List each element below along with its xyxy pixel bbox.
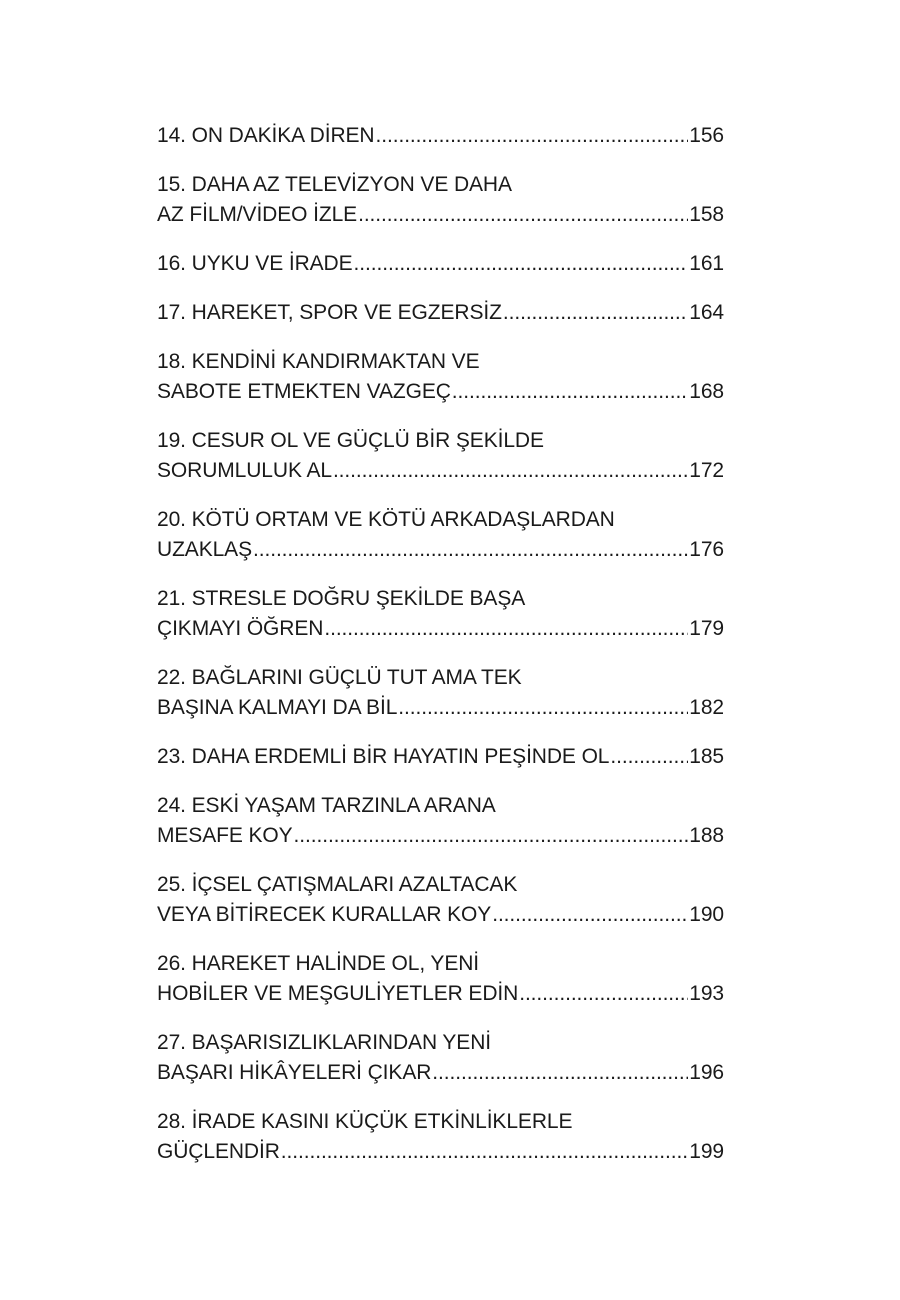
- toc-entry-last-line: [157, 1137, 724, 1167]
- toc-page-number: 164: [689, 301, 724, 324]
- toc-entry-title-continued: AZ FİLM/VİDEO İZLE: [157, 203, 358, 226]
- dot-leader: [281, 1137, 688, 1167]
- toc-page-number: 176: [689, 538, 724, 561]
- toc-entry-last-line: [157, 249, 724, 279]
- toc-entry-21[interactable]: [157, 584, 724, 644]
- toc-entry-15[interactable]: [157, 170, 724, 230]
- toc-entry-last-line: [157, 742, 724, 772]
- toc-entry-title-continued: HOBİLER VE MEŞGULİYETLER EDİN: [157, 982, 519, 1005]
- toc-page-number: 190: [689, 903, 724, 926]
- toc-page-number: 182: [689, 696, 724, 719]
- toc-entry-title-continued: MESAFE KOY: [157, 824, 293, 847]
- toc-entry-19[interactable]: [157, 426, 724, 486]
- toc-entry-17[interactable]: [157, 298, 724, 328]
- toc-entry-last-line: [157, 614, 724, 644]
- toc-entry-title: 14. ON DAKİKA DİREN: [157, 124, 375, 147]
- dot-leader: [432, 1058, 688, 1088]
- toc-entry-title: 24. ESKİ YAŞAM TARZINLA ARANA: [157, 794, 496, 817]
- toc-page-number: 158: [689, 203, 724, 226]
- toc-entry-title: 17. HAREKET, SPOR VE EGZERSİZ: [157, 301, 502, 324]
- dot-leader: [503, 298, 688, 328]
- toc-entry-title-continued: ÇIKMAYI ÖĞREN: [157, 617, 324, 640]
- dot-leader: [324, 614, 688, 644]
- toc-entry-last-line: [157, 377, 724, 407]
- toc-entry-title: 22. BAĞLARINI GÜÇLÜ TUT AMA TEK: [157, 666, 522, 689]
- toc-page-number: 196: [689, 1061, 724, 1084]
- toc-entry-27[interactable]: [157, 1028, 724, 1088]
- dot-leader: [354, 249, 689, 279]
- toc-page-number: 185: [689, 745, 724, 768]
- toc-entry-24[interactable]: [157, 791, 724, 851]
- toc-entry-title-continued: VEYA BİTİRECEK KURALLAR KOY: [157, 903, 492, 926]
- toc-entry-title-continued: SORUMLULUK AL: [157, 459, 332, 482]
- dot-leader: [398, 693, 688, 723]
- toc-entry-28[interactable]: [157, 1107, 724, 1167]
- dot-leader: [519, 979, 688, 1009]
- toc-entry-last-line: [157, 535, 724, 565]
- dot-leader: [492, 900, 688, 930]
- toc-entry-title: 25. İÇSEL ÇATIŞMALARI AZALTACAK: [157, 873, 518, 896]
- toc-page-number: 193: [689, 982, 724, 1005]
- toc-entry-title: 23. DAHA ERDEMLİ BİR HAYATIN PEŞİNDE OL: [157, 745, 610, 768]
- toc-entry-last-line: [157, 298, 724, 328]
- dot-leader: [333, 456, 688, 486]
- toc-entry-title: 16. UYKU VE İRADE: [157, 252, 353, 275]
- toc-entry-title-continued: GÜÇLENDİR: [157, 1140, 280, 1163]
- dot-leader: [294, 821, 689, 851]
- toc-entry-26[interactable]: [157, 949, 724, 1009]
- toc-entry-last-line: [157, 979, 724, 1009]
- toc-entry-title: 20. KÖTÜ ORTAM VE KÖTÜ ARKADAŞLARDAN: [157, 508, 615, 531]
- toc-entry-last-line: [157, 693, 724, 723]
- toc-entry-last-line: [157, 121, 724, 151]
- dot-leader: [376, 121, 689, 151]
- toc-entry-title-continued: BAŞARI HİKÂYELERİ ÇIKAR: [157, 1061, 432, 1084]
- dot-leader: [253, 535, 688, 565]
- toc-entry-title: 19. CESUR OL VE GÜÇLÜ BİR ŞEKİLDE: [157, 429, 544, 452]
- toc-entry-last-line: [157, 900, 724, 930]
- toc-entry-last-line: [157, 1058, 724, 1088]
- toc-entry-23[interactable]: [157, 742, 724, 772]
- toc-entry-14[interactable]: [157, 121, 724, 151]
- toc-entry-25[interactable]: [157, 870, 724, 930]
- toc-page-number: 179: [689, 617, 724, 640]
- toc-entry-last-line: [157, 456, 724, 486]
- toc-page-number: 188: [689, 824, 724, 847]
- toc-entry-title: 18. KENDİNİ KANDIRMAKTAN VE: [157, 350, 480, 373]
- toc-entry-title: 21. STRESLE DOĞRU ŞEKİLDE BAŞA: [157, 587, 526, 610]
- toc-page-number: 161: [689, 252, 724, 275]
- toc-entry-last-line: [157, 200, 724, 230]
- table-of-contents: [157, 121, 724, 1186]
- dot-leader: [610, 742, 688, 772]
- toc-entry-title-continued: UZAKLAŞ: [157, 538, 252, 561]
- dot-leader: [358, 200, 688, 230]
- toc-page-number: 199: [689, 1140, 724, 1163]
- toc-entry-16[interactable]: [157, 249, 724, 279]
- toc-page-number: 156: [689, 124, 724, 147]
- toc-entry-22[interactable]: [157, 663, 724, 723]
- toc-entry-title: 28. İRADE KASINI KÜÇÜK ETKİNLİKLERLE: [157, 1110, 573, 1133]
- dot-leader: [452, 377, 688, 407]
- toc-entry-last-line: [157, 821, 724, 851]
- toc-page-number: 168: [689, 380, 724, 403]
- toc-entry-title-continued: BAŞINA KALMAYI DA BİL: [157, 696, 398, 719]
- toc-entry-title: 27. BAŞARISIZLIKLARINDAN YENİ: [157, 1031, 492, 1054]
- toc-entry-title: 26. HAREKET HALİNDE OL, YENİ: [157, 952, 480, 975]
- toc-entry-20[interactable]: [157, 505, 724, 565]
- toc-entry-18[interactable]: [157, 347, 724, 407]
- toc-entry-title-continued: SABOTE ETMEKTEN VAZGEÇ: [157, 380, 451, 403]
- toc-page-number: 172: [689, 459, 724, 482]
- toc-entry-title: 15. DAHA AZ TELEVİZYON VE DAHA: [157, 173, 512, 196]
